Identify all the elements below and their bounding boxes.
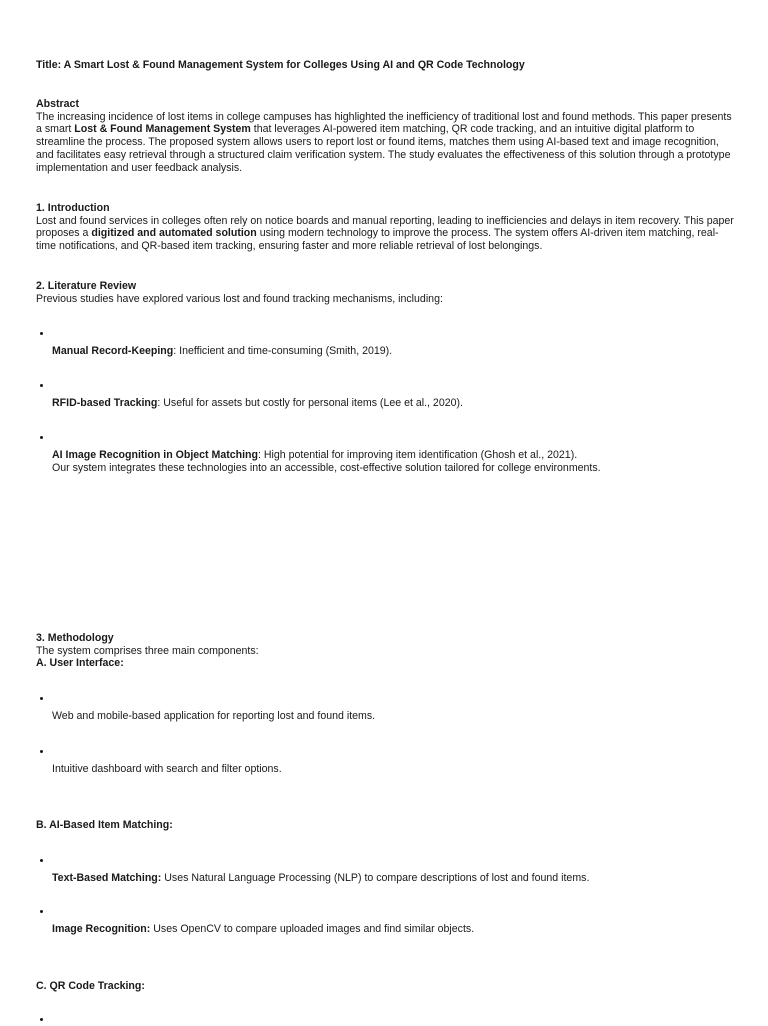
- list-item: Manual Record-Keeping: Inefficient and time-consuming (Smith, 2019).: [52, 345, 393, 357]
- abstract-bold-term: Lost & Found Management System: [74, 123, 251, 136]
- literature-section: [36, 280, 736, 305]
- bullet-icon: [40, 906, 46, 918]
- literature-heading: 2. Literature Review: [36, 280, 137, 292]
- list-item: Web and mobile-based application for reporting lost and found items.: [52, 710, 376, 722]
- bullet-icon: [40, 746, 46, 758]
- introduction-text: Lost and found services in colleges often rely on notice boards and manual reporting, leading to inefficiencies and delays in item recovery. This paper proposes a digitized and automated solution using modern technology to improve the process. The system offers AI-driven item matching, real-time notifications, and QR-based item tracking, ensuring faster and more reliable retrieval of lost belongings.: [36, 214, 734, 253]
- introduction-heading: 1. Introduction: [36, 202, 110, 214]
- list-item: AI Image Recognition in Object Matching: High potential for improving item identification (Ghosh et al., 2021). Our system integrates these technologies into an accessible, cost-effective solution tailored for college environments.: [52, 449, 742, 474]
- list-item: RFID-based Tracking: Useful for assets but costly for personal items (Lee et al., 2020).: [52, 397, 463, 409]
- bullet-icon: [40, 432, 46, 444]
- list-item: Image Recognition: Uses OpenCV to compare uploaded images and find similar objects.: [52, 923, 475, 935]
- methodology-section: [36, 632, 736, 670]
- introduction-section: [36, 202, 736, 253]
- abstract-text: The increasing incidence of lost items in college campuses has highlighted the inefficiency of traditional lost and found methods. This paper presents a smart Lost & Found Management System that leverages AI-powered item matching, QR code tracking, and an intuitive digital platform to streamline the process. The proposed system allows users to report lost or found items, matches them using AI-based text and image recognition, and facilitates easy retrieval through a structured claim verification system. The study evaluates the effectiveness of this solution through a prototype implementation and user feedback analysis.: [36, 110, 732, 174]
- list-item: Text-Based Matching: Uses Natural Language Processing (NLP) to compare descriptions of lost and found items.: [52, 872, 590, 884]
- bullet-icon: [40, 1014, 46, 1026]
- ai-matching-heading: B. AI-Based Item Matching:: [36, 819, 173, 831]
- abstract-section: [36, 98, 736, 174]
- paper-title: Title: A Smart Lost & Found Management System for Colleges Using AI and QR Code Technology: [36, 59, 525, 71]
- methodology-heading: 3. Methodology: [36, 632, 114, 644]
- introduction-bold-term: digitized and automated solution: [91, 227, 257, 240]
- bullet-icon: [40, 380, 46, 392]
- bullet-icon: [40, 855, 46, 867]
- user-interface-heading: A. User Interface:: [36, 657, 124, 670]
- literature-closing: Our system integrates these technologies into an accessible, cost-effective solution tailored for college environments.: [52, 461, 601, 474]
- literature-intro: Previous studies have explored various lost and found tracking mechanisms, including:: [36, 292, 443, 305]
- bullet-icon: [40, 693, 46, 705]
- list-item: Intuitive dashboard with search and filter options.: [52, 763, 282, 775]
- bullet-icon: [40, 328, 46, 340]
- methodology-intro: The system comprises three main components:: [36, 644, 259, 657]
- abstract-heading: Abstract: [36, 98, 79, 110]
- qr-tracking-heading: C. QR Code Tracking:: [36, 980, 145, 992]
